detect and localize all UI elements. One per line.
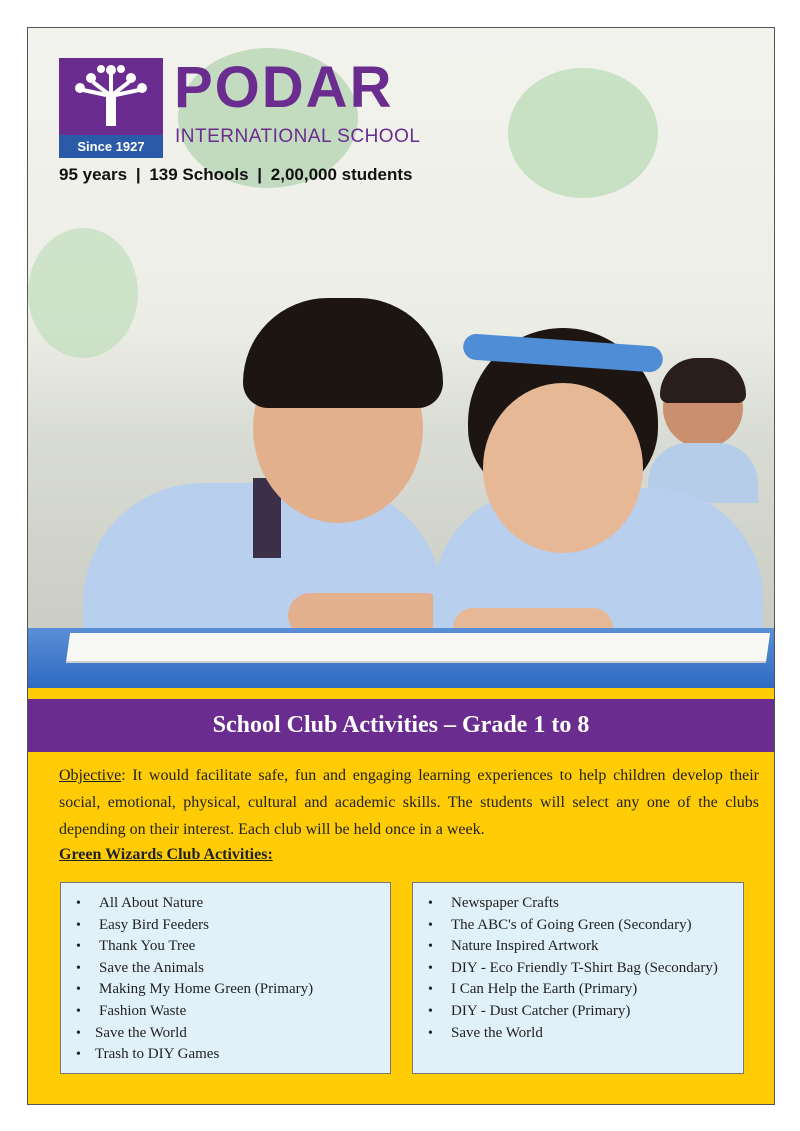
activities-list-right xyxy=(412,882,744,1074)
section-title-banner: School Club Activities – Grade 1 to 8 xyxy=(28,699,774,752)
objective-label: Objective xyxy=(59,767,122,784)
stat-separator: | xyxy=(257,165,263,184)
list-item: • Newspaper Crafts xyxy=(413,893,743,915)
list-item: • DIY - Dust Catcher (Primary) xyxy=(413,1001,743,1023)
list-item: • Save the World xyxy=(61,1023,390,1045)
objective-text: : It would facilitate safe, fun and engaging learning experiences to help children develop their social, emotional, physical, cultural and academic skills. The students will select any one of the clubs depending on their interest. Each club will be held once in a week. xyxy=(59,767,759,838)
school-stats xyxy=(59,165,413,185)
activities-list-left xyxy=(60,882,391,1074)
list-item: • Trash to DIY Games xyxy=(61,1044,390,1066)
list-item: • Save the World xyxy=(413,1023,743,1045)
list-item: • Save the Animals xyxy=(61,958,390,980)
flyer-frame xyxy=(27,27,775,1105)
list-item: • All About Nature xyxy=(61,893,390,915)
list-item: • Nature Inspired Artwork xyxy=(413,936,743,958)
list-item: • The ABC's of Going Green (Secondary) xyxy=(413,915,743,937)
stat-students: 2,00,000 students xyxy=(270,165,413,184)
brand-subtitle: INTERNATIONAL SCHOOL xyxy=(175,126,421,147)
tree-icon xyxy=(71,64,151,128)
stat-schools: 139 Schools xyxy=(149,165,249,184)
open-book xyxy=(66,633,770,663)
list-item: • Easy Bird Feeders xyxy=(61,915,390,937)
podar-logo xyxy=(59,58,163,158)
list-item: • I Can Help the Earth (Primary) xyxy=(413,979,743,1001)
brand-name: PODAR xyxy=(174,55,394,120)
student-boy xyxy=(48,263,438,643)
list-item: • Fashion Waste xyxy=(61,1001,390,1023)
list-item: • Making My Home Green (Primary) xyxy=(61,979,390,1001)
list-item: • Thank You Tree xyxy=(61,936,390,958)
children-reading-photo xyxy=(28,28,774,688)
objective-paragraph xyxy=(59,762,759,843)
student-girl xyxy=(423,288,773,648)
wall-art-decoration xyxy=(508,68,658,198)
since-badge: Since 1927 xyxy=(59,135,163,158)
list-item: • DIY - Eco Friendly T-Shirt Bag (Secondary) xyxy=(413,958,743,980)
stat-years: 95 years xyxy=(59,165,128,184)
stat-separator: | xyxy=(135,165,141,184)
club-heading: Green Wizards Club Activities: xyxy=(59,846,273,863)
